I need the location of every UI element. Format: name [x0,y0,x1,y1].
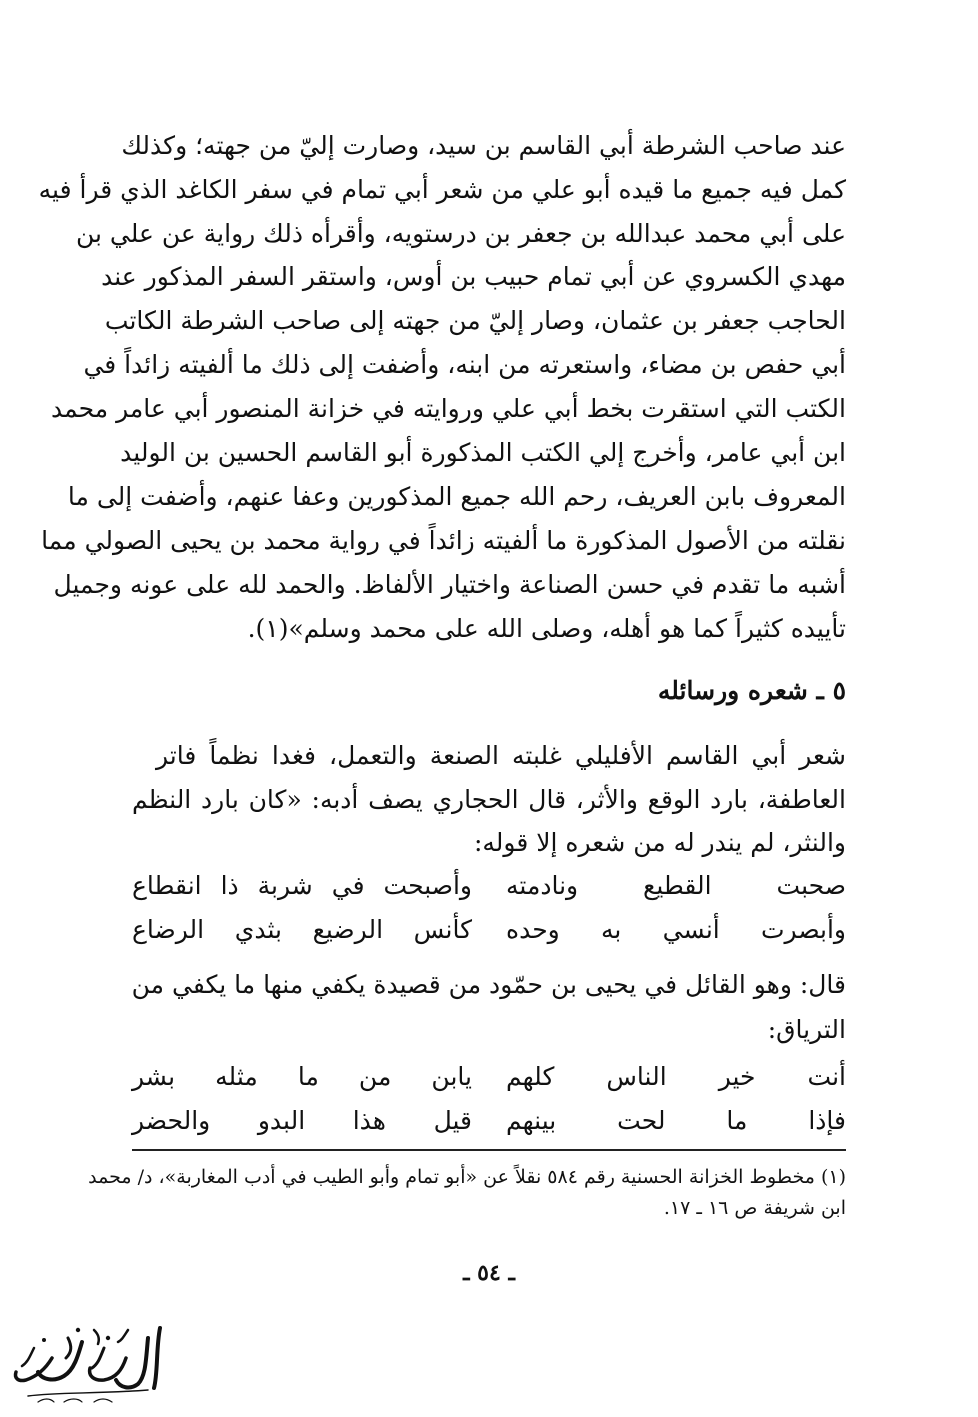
calligraphy-seal-logo [8,1318,168,1410]
footnote-line: ابن شريفة ص ١٦ ـ ١٧. [663,1197,846,1219]
verse-first-hemistich: وأبصرت أنسي به وحده [506,915,846,944]
body-line: تأييده كثيراً كما هو أهله، وصلى الله على محمد وسلم»(١). [247,614,846,643]
body-line: أشبه ما تقدم في حسن الصناعة واختيار الألفاظ. والحمد لله على عونه وجميل [53,570,846,599]
body-line: عند صاحب الشرطة أبي القاسم بن سيد، وصارت إليّ من جهته؛ وكذلك [121,131,846,160]
verse-second-hemistich: قيل هذا البدو والحضر [132,1106,472,1135]
footnote-separator [132,1149,846,1151]
body-line: شعر أبي القاسم الأفليلي غلبته الصنعة والتعمل، فغدا نظماً فاتر [156,741,846,770]
body-line: الترياق: [767,1015,846,1044]
footnote-line: (١) مخطوط الخزانة الحسنية رقم ٥٨٤ نقلاً عن «أبو تمام وأبو الطيب في أدب المغاربة»، د/ محمد [88,1166,846,1188]
body-line: مهدي الكسروي عن أبي تمام حبيب بن أوس، واستقر السفر المذكور عند [101,262,846,291]
body-line: الكتب التي استقرت بخط أبي علي وروايته في خزانة المنصور أبي عامر محمد [51,394,846,423]
body-line: على أبي محمد عبدالله بن جعفر بن درستويه، وأقرأه ذلك رواية عن علي بن [75,219,846,248]
body-line: العاطفة، بارد الوقع والأثر، قال الحجاري يصف أدبه: «كان بارد النظم [132,785,846,814]
body-line: كمل فيه جميع ما قيده أبو علي من شعر أبي تمام في سفر الكاغد الذي قرأ فيه [38,175,846,204]
poem-verse [132,866,846,906]
verse-first-hemistich: صحبت القطيع ونادمته [506,871,846,900]
verse-second-hemistich: وأصبحت في شربة ذا انقطاع [132,871,472,900]
verse-first-hemistich: أنت خير الناس كلهم [506,1062,846,1091]
body-line: نقلته من الأصول المذكورة ما ألفيته زائداً في رواية محمد بن يحيى الصولي مما [41,526,846,555]
poem-verse [132,1101,846,1141]
body-line: المعروف بابن العريف، رحم الله جميع المذكورين وعفا عنهم، وأضفت إلى ما [67,482,846,511]
body-line: ابن أبي عامر، وأخرج إلي الكتب المذكورة أبو القاسم الحسين بن الوليد [120,438,846,467]
body-line: والنثر، لم يندر له من شعره إلا قوله: [473,828,846,857]
page-number: ـ ٥٤ ـ [463,1260,515,1286]
verse-first-hemistich: فإذا ما لحت بينهم [506,1106,846,1135]
body-line: الحاجب جعفر بن عثمان، وصار إليّ من جهته إلى صاحب الشرطة الكاتب [104,306,846,335]
poem-verse [132,1057,846,1097]
verse-second-hemistich: كأنس الرضيع بثدي الرضاع [132,915,472,944]
body-line: أبي حفص بن مضاء، واستعرته من ابنه، وأضفت إلى ذلك ما ألفيته زائداً في [83,350,846,379]
body-line: قال: وهو القائل في يحيى بن حمّود من قصيدة يكفي منها ما يكفي من [131,970,846,999]
poem-verse [132,910,846,950]
verse-second-hemistich: يابن من ما مثله بشر [132,1062,472,1091]
section-heading: ٥ ـ شعره ورسائله [657,676,846,705]
